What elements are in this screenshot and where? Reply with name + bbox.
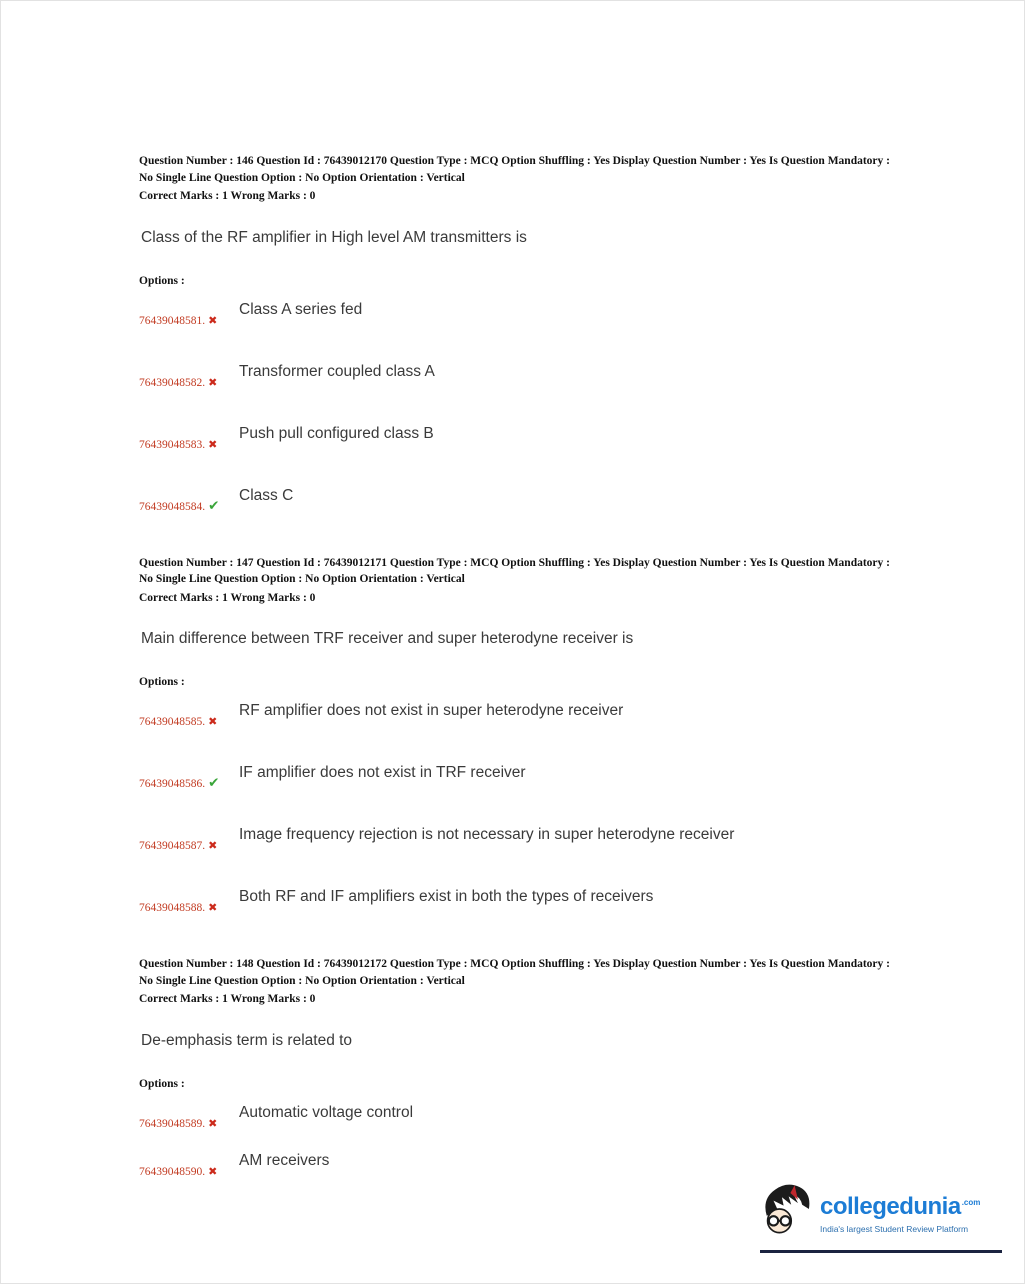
option-text: IF amplifier does not exist in TRF receiver	[239, 764, 526, 781]
option-id-row	[139, 715, 239, 730]
option-row	[139, 363, 901, 391]
question-text: De-emphasis term is related to	[141, 1031, 353, 1049]
option-id: 76439048588.	[139, 902, 206, 914]
option-row	[139, 702, 901, 730]
option-row	[139, 425, 901, 453]
answer-mark-icon: ✖	[208, 438, 218, 451]
option-row	[139, 764, 901, 792]
answer-mark-icon: ✔	[208, 497, 220, 513]
option-id: 76439048581.	[139, 314, 206, 327]
option-id: 76439048582.	[139, 376, 206, 389]
answer-mark-icon: ✖	[208, 840, 218, 852]
option-id: 76439048590.	[139, 1165, 206, 1178]
question-block-148	[139, 956, 901, 1180]
question-meta: Question Number : 147 Question Id : 76439012171 Question Type : MCQ Option Shuffling : Yes Display Question Number : Yes Is Question Mandatory : No Single Line Question Option : No Option Orientation : Vertical	[139, 556, 890, 585]
answer-mark-icon: ✖	[208, 1117, 218, 1130]
option-row	[139, 826, 901, 854]
option-text: Image frequency rejection is not necessary in super heterodyne receiver	[239, 826, 735, 843]
option-id-row	[139, 1117, 239, 1132]
option-text: Class A series fed	[239, 300, 363, 318]
option-text: AM receivers	[239, 1151, 330, 1169]
options-label: Options :	[139, 1077, 185, 1090]
collegedunia-logo[interactable]	[760, 1181, 1002, 1253]
option-text: Transformer coupled class A	[239, 362, 435, 380]
answer-mark-icon: ✖	[208, 376, 218, 389]
question-marks: Correct Marks : 1 Wrong Marks : 0	[139, 993, 316, 1005]
answer-mark-icon: ✔	[208, 775, 220, 790]
options-list	[139, 1104, 901, 1180]
option-id: 76439048583.	[139, 438, 206, 451]
option-id: 76439048584.	[139, 500, 206, 513]
options-label: Options :	[139, 274, 185, 287]
option-id-row	[139, 498, 239, 515]
option-id-row	[139, 438, 239, 453]
brand-tagline: India's largest Student Review Platform	[820, 1223, 969, 1234]
answer-mark-icon: ✖	[208, 314, 218, 327]
brand-name: collegedunia	[820, 1192, 961, 1220]
answer-mark-icon: ✖	[208, 902, 218, 914]
option-id-row	[139, 314, 239, 329]
question-marks: Correct Marks : 1 Wrong Marks : 0	[139, 190, 316, 202]
option-text: Push pull configured class B	[239, 424, 434, 442]
question-meta: Question Number : 148 Question Id : 76439012172 Question Type : MCQ Option Shuffling : Yes Display Question Number : Yes Is Question Mandatory : No Single Line Question Option : No Option Orientation : Vertical	[139, 958, 890, 987]
option-id: 76439048587.	[139, 840, 206, 852]
brand-suffix: .com	[961, 1197, 981, 1207]
answer-mark-icon: ✖	[208, 1165, 218, 1178]
option-id: 76439048586.	[139, 778, 206, 790]
question-text: Main difference between TRF receiver and super heterodyne receiver is	[141, 630, 634, 647]
options-list	[139, 702, 901, 916]
option-id-row	[139, 901, 239, 916]
question-block-146	[139, 153, 901, 515]
options-label: Options :	[139, 676, 185, 688]
option-text: Both RF and IF amplifiers exist in both the types of receivers	[239, 888, 654, 905]
brand-wordmark	[820, 1190, 980, 1220]
question-block-147	[139, 555, 901, 917]
question-meta: Question Number : 146 Question Id : 76439012170 Question Type : MCQ Option Shuffling : Yes Display Question Number : Yes Is Question Mandatory : No Single Line Question Option : No Option Orientation : Vertical	[139, 155, 890, 184]
questions-content	[139, 153, 901, 1220]
answer-mark-icon: ✖	[208, 716, 218, 728]
logo-row	[760, 1181, 1002, 1242]
option-id-row	[139, 839, 239, 854]
option-id: 76439048585.	[139, 716, 206, 728]
option-row	[139, 487, 901, 515]
mascot-icon	[760, 1181, 814, 1242]
option-id-row	[139, 1165, 239, 1180]
option-row	[139, 1152, 901, 1180]
question-marks: Correct Marks : 1 Wrong Marks : 0	[139, 591, 316, 604]
option-text: Class C	[239, 486, 294, 504]
question-text: Class of the RF amplifier in High level AM transmitters is	[141, 228, 527, 246]
logo-text	[820, 1190, 980, 1234]
option-row	[139, 301, 901, 329]
option-text: RF amplifier does not exist in super heterodyne receiver	[239, 702, 624, 719]
option-id-row	[139, 376, 239, 391]
option-row	[139, 888, 901, 916]
footer-underline	[760, 1250, 1002, 1253]
option-id-row	[139, 775, 239, 792]
option-id: 76439048589.	[139, 1117, 206, 1130]
option-text: Automatic voltage control	[239, 1103, 414, 1121]
option-row	[139, 1104, 901, 1132]
options-list	[139, 301, 901, 515]
